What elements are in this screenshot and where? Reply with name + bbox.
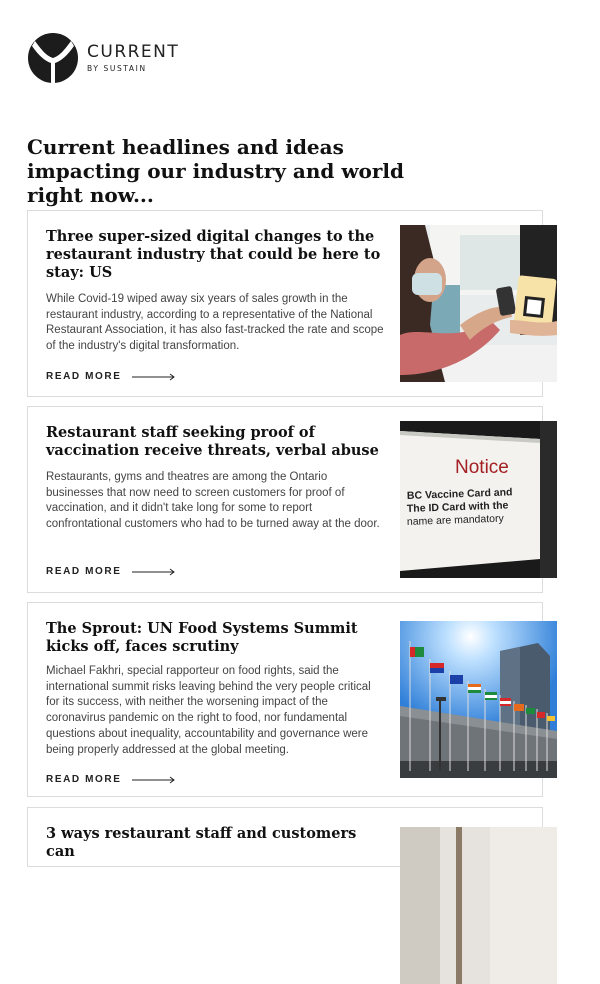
article-card xyxy=(27,807,543,867)
read-more-link[interactable] xyxy=(46,371,176,382)
restaurant-interior-image xyxy=(400,827,557,984)
article-title[interactable]: 3 ways restaurant staff and customers can xyxy=(46,825,357,860)
article-thumbnail[interactable] xyxy=(400,621,557,778)
arrow-right-icon xyxy=(132,373,176,381)
sign-line: The ID Card with the xyxy=(406,499,509,515)
article-card xyxy=(27,406,543,593)
article-thumbnail[interactable] xyxy=(400,827,557,984)
brand-logo[interactable] xyxy=(27,32,179,84)
article-thumbnail[interactable] xyxy=(400,421,557,578)
brand-name: CURRENT xyxy=(87,41,180,62)
read-more-label: READ MORE xyxy=(46,774,122,785)
article-title[interactable]: Three super-sized digital changes to the restaurant industry that could be here to stay: US xyxy=(46,228,381,281)
sign-heading: Notice xyxy=(455,457,509,478)
vaccine-notice-sign-image xyxy=(400,421,557,578)
un-flags-building-image xyxy=(400,621,557,778)
read-more-label: READ MORE xyxy=(46,371,122,382)
arrow-right-icon xyxy=(132,568,176,576)
read-more-link[interactable] xyxy=(46,566,176,577)
article-summary: Restaurants, gyms and theatres are among the Ontario businesses that now need to screen customers for proof of vaccination, and it didn't take long for some to report confrontational customers who had to be turned away at the door. xyxy=(46,471,380,531)
article-summary: While Covid-19 wiped away six years of sales growth in the restaurant industry, according to a representative of the National Restaurant Association, it has also fast-tracked the rate and scope of the industry's digital transformation. xyxy=(46,293,384,353)
page-headline: Current headlines and ideas impacting our industry and world right now... xyxy=(27,135,404,207)
article-title[interactable]: The Sprout: UN Food Systems Summit kicks off, faces scrutiny xyxy=(46,620,358,655)
read-more-label: READ MORE xyxy=(46,566,122,577)
brand-tagline: BY SUSTAIN xyxy=(87,63,147,73)
read-more-link[interactable] xyxy=(46,774,176,785)
arrow-right-icon xyxy=(132,776,176,784)
sign-line: BC Vaccine Card and xyxy=(406,486,513,502)
sign-line: name are mandatory xyxy=(406,512,504,528)
current-logo-icon xyxy=(27,32,79,84)
restaurant-qr-payment-image xyxy=(400,225,557,382)
article-card xyxy=(27,210,543,397)
article-thumbnail[interactable] xyxy=(400,225,557,382)
article-title[interactable]: Restaurant staff seeking proof of vaccination receive threats, verbal abuse xyxy=(46,424,379,459)
article-card xyxy=(27,602,543,797)
article-summary: Michael Fakhri, special rapporteur on food rights, said the international summit risks leaving behind the very people critical for its success, with neither the worsening impact of the coronavirus pandemic on the right to food, nor fundamental questions about inequality, accountability and governance were being properly addressed at the global meeting. xyxy=(46,665,371,756)
